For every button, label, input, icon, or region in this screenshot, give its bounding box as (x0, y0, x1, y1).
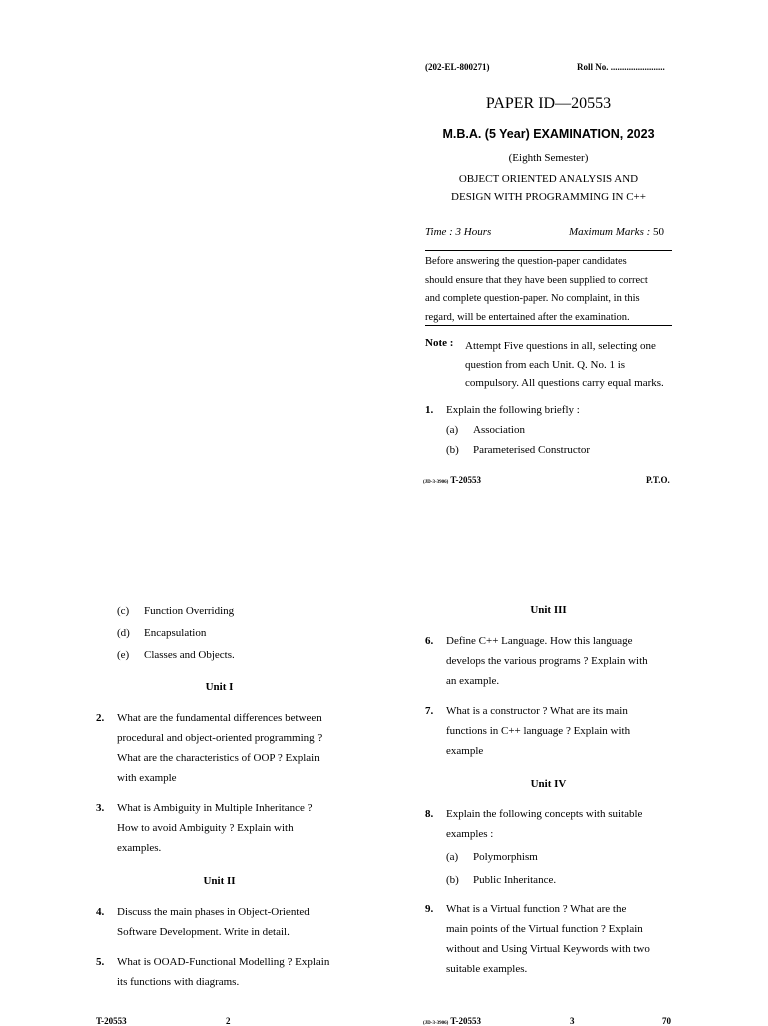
question-text (117, 798, 343, 858)
question-text (117, 952, 343, 992)
question-line: What is OOAD-Functional Modelling ? Explain (117, 956, 330, 968)
footer-top (423, 475, 481, 485)
sub-label: (b) (446, 874, 459, 886)
sub-text: Classes and Objects. (144, 649, 235, 661)
question-line: without and Using Virtual Keywords with two (446, 943, 650, 955)
sub-label: (a) (446, 851, 459, 863)
footer-code: (JD-3-3906) (423, 1021, 449, 1026)
unit-heading-2: Unit II (203, 875, 236, 887)
footer-pto: P.T.O. (646, 475, 670, 485)
paper-id: PAPER ID—20553 (485, 95, 612, 112)
question-text (446, 804, 672, 844)
footer-code: (JD-3-3906) (423, 480, 449, 485)
question-text (446, 701, 672, 761)
question-line: Discuss the main phases in Object-Oriented (117, 906, 310, 918)
question-line: Explain the following concepts with suitable (446, 808, 643, 820)
question-line: What is a Virtual function ? What are the (446, 903, 627, 915)
note-text (465, 337, 672, 393)
question-text (117, 902, 343, 942)
instructions (425, 253, 672, 327)
subject-line-2: DESIGN WITH PROGRAMMING IN C++ (451, 191, 646, 203)
question-6 (425, 631, 672, 691)
sub-text: Function Overriding (144, 605, 235, 617)
sub-text: Polymorphism (473, 851, 538, 863)
footer-paper: T-20553 (450, 475, 482, 485)
subject-line-1: OBJECT ORIENTED ANALYSIS AND (458, 173, 639, 185)
question-number: 4. (96, 906, 105, 918)
question-line: What are the fundamental differences between (117, 712, 322, 724)
sub-label: (c) (117, 605, 130, 617)
question-number: 5. (96, 956, 105, 968)
divider-bottom (425, 325, 672, 326)
sub-text: Parameterised Constructor (473, 444, 590, 456)
paper-code: (202-EL-800271) (425, 62, 490, 72)
roll-number: Roll No. ........................ (577, 62, 665, 72)
sub-question-c (117, 601, 342, 621)
question-4 (96, 902, 343, 942)
question-line: example (446, 745, 484, 757)
question-text: Explain the following briefly : (446, 404, 580, 416)
question-number: 3. (96, 802, 105, 814)
question-text (117, 708, 343, 788)
question-line: with example (117, 772, 177, 784)
question-3 (96, 798, 343, 858)
unit-heading-3: Unit III (530, 604, 567, 616)
sub-label: (b) (446, 444, 459, 456)
unit-heading-4: Unit IV (530, 778, 567, 790)
sub-text: Encapsulation (144, 627, 207, 639)
sub-label: (a) (446, 424, 459, 436)
question-line: Software Development. Write in detail. (117, 926, 290, 938)
question-line: functions in C++ language ? Explain with (446, 725, 631, 737)
footer-paper: T-20553 (450, 1016, 482, 1026)
question-number: 9. (425, 903, 434, 915)
sub-label: (d) (117, 627, 130, 639)
question-number: 7. (425, 705, 434, 717)
question-line: its functions with diagrams. (117, 976, 240, 988)
question-line: suitable examples. (446, 963, 528, 975)
question-text (446, 899, 672, 979)
question-number: 6. (425, 635, 434, 647)
question-line: What is a constructor ? What are its main (446, 705, 628, 717)
semester: (Eighth Semester) (508, 152, 589, 164)
note-line: Attempt Five questions in all, selecting one (465, 340, 656, 352)
question-text (446, 631, 672, 691)
instruction-line: Before answering the question-paper candidates (425, 256, 627, 267)
sub-text: Association (473, 424, 525, 436)
sub-question-a (446, 420, 672, 440)
sub-text: Public Inheritance. (473, 874, 557, 886)
question-2 (96, 708, 343, 788)
exam-duration: Time : 3 Hours (425, 226, 492, 238)
note-line: compulsory. All questions carry equal marks. (465, 377, 664, 389)
sub-question-a (446, 847, 672, 867)
question-line: Define C++ Language. How this language (446, 635, 633, 647)
maximum-marks-value: 50 (653, 226, 665, 238)
maximum-marks-label: Maximum Marks : (569, 226, 651, 238)
footer-right (423, 1016, 481, 1026)
question-line: examples. (117, 842, 162, 854)
question-number: 1. (425, 404, 434, 416)
footer-right-page-number: 3 (570, 1016, 575, 1026)
footer-left-page-number: 2 (226, 1016, 231, 1026)
question-line: main points of the Virtual function ? Explain (446, 923, 643, 935)
sub-question-d (117, 623, 342, 643)
sub-label: (e) (117, 649, 130, 661)
question-line: examples : (446, 828, 494, 840)
question-line: What is Ambiguity in Multiple Inheritance ? (117, 802, 313, 814)
sub-question-b (446, 870, 672, 890)
sub-question-b (446, 440, 672, 460)
unit-heading-1: Unit I (205, 681, 234, 693)
note-label: Note : (425, 337, 454, 349)
question-line: How to avoid Ambiguity ? Explain with (117, 822, 294, 834)
instruction-line: regard, will be entertained after the examination. (425, 311, 630, 323)
exam-title: M.B.A. (5 Year) EXAMINATION, 2023 (442, 127, 655, 141)
footer-left-paper: T-20553 (96, 1016, 127, 1026)
question-1 (425, 400, 672, 420)
instruction-line: and complete question-paper. No complaint, in this (425, 293, 640, 304)
question-7 (425, 701, 672, 761)
question-line: procedural and object-oriented programming ? (117, 732, 323, 744)
question-number: 2. (96, 712, 105, 724)
sub-question-e (117, 645, 342, 665)
maximum-marks (569, 226, 664, 238)
note-line: question from each Unit. Q. No. 1 is (465, 358, 626, 371)
question-9 (425, 899, 672, 979)
instruction-line: should ensure that they have been supplied to correct (425, 274, 648, 286)
question-number: 8. (425, 808, 434, 820)
footer-right-count: 70 (662, 1016, 671, 1026)
question-5 (96, 952, 343, 992)
question-8 (425, 804, 672, 844)
divider-top (425, 250, 672, 251)
question-line: develops the various programs ? Explain with (446, 655, 648, 667)
question-line: What are the characteristics of OOP ? Explain (117, 752, 320, 764)
question-line: an example. (446, 675, 500, 687)
